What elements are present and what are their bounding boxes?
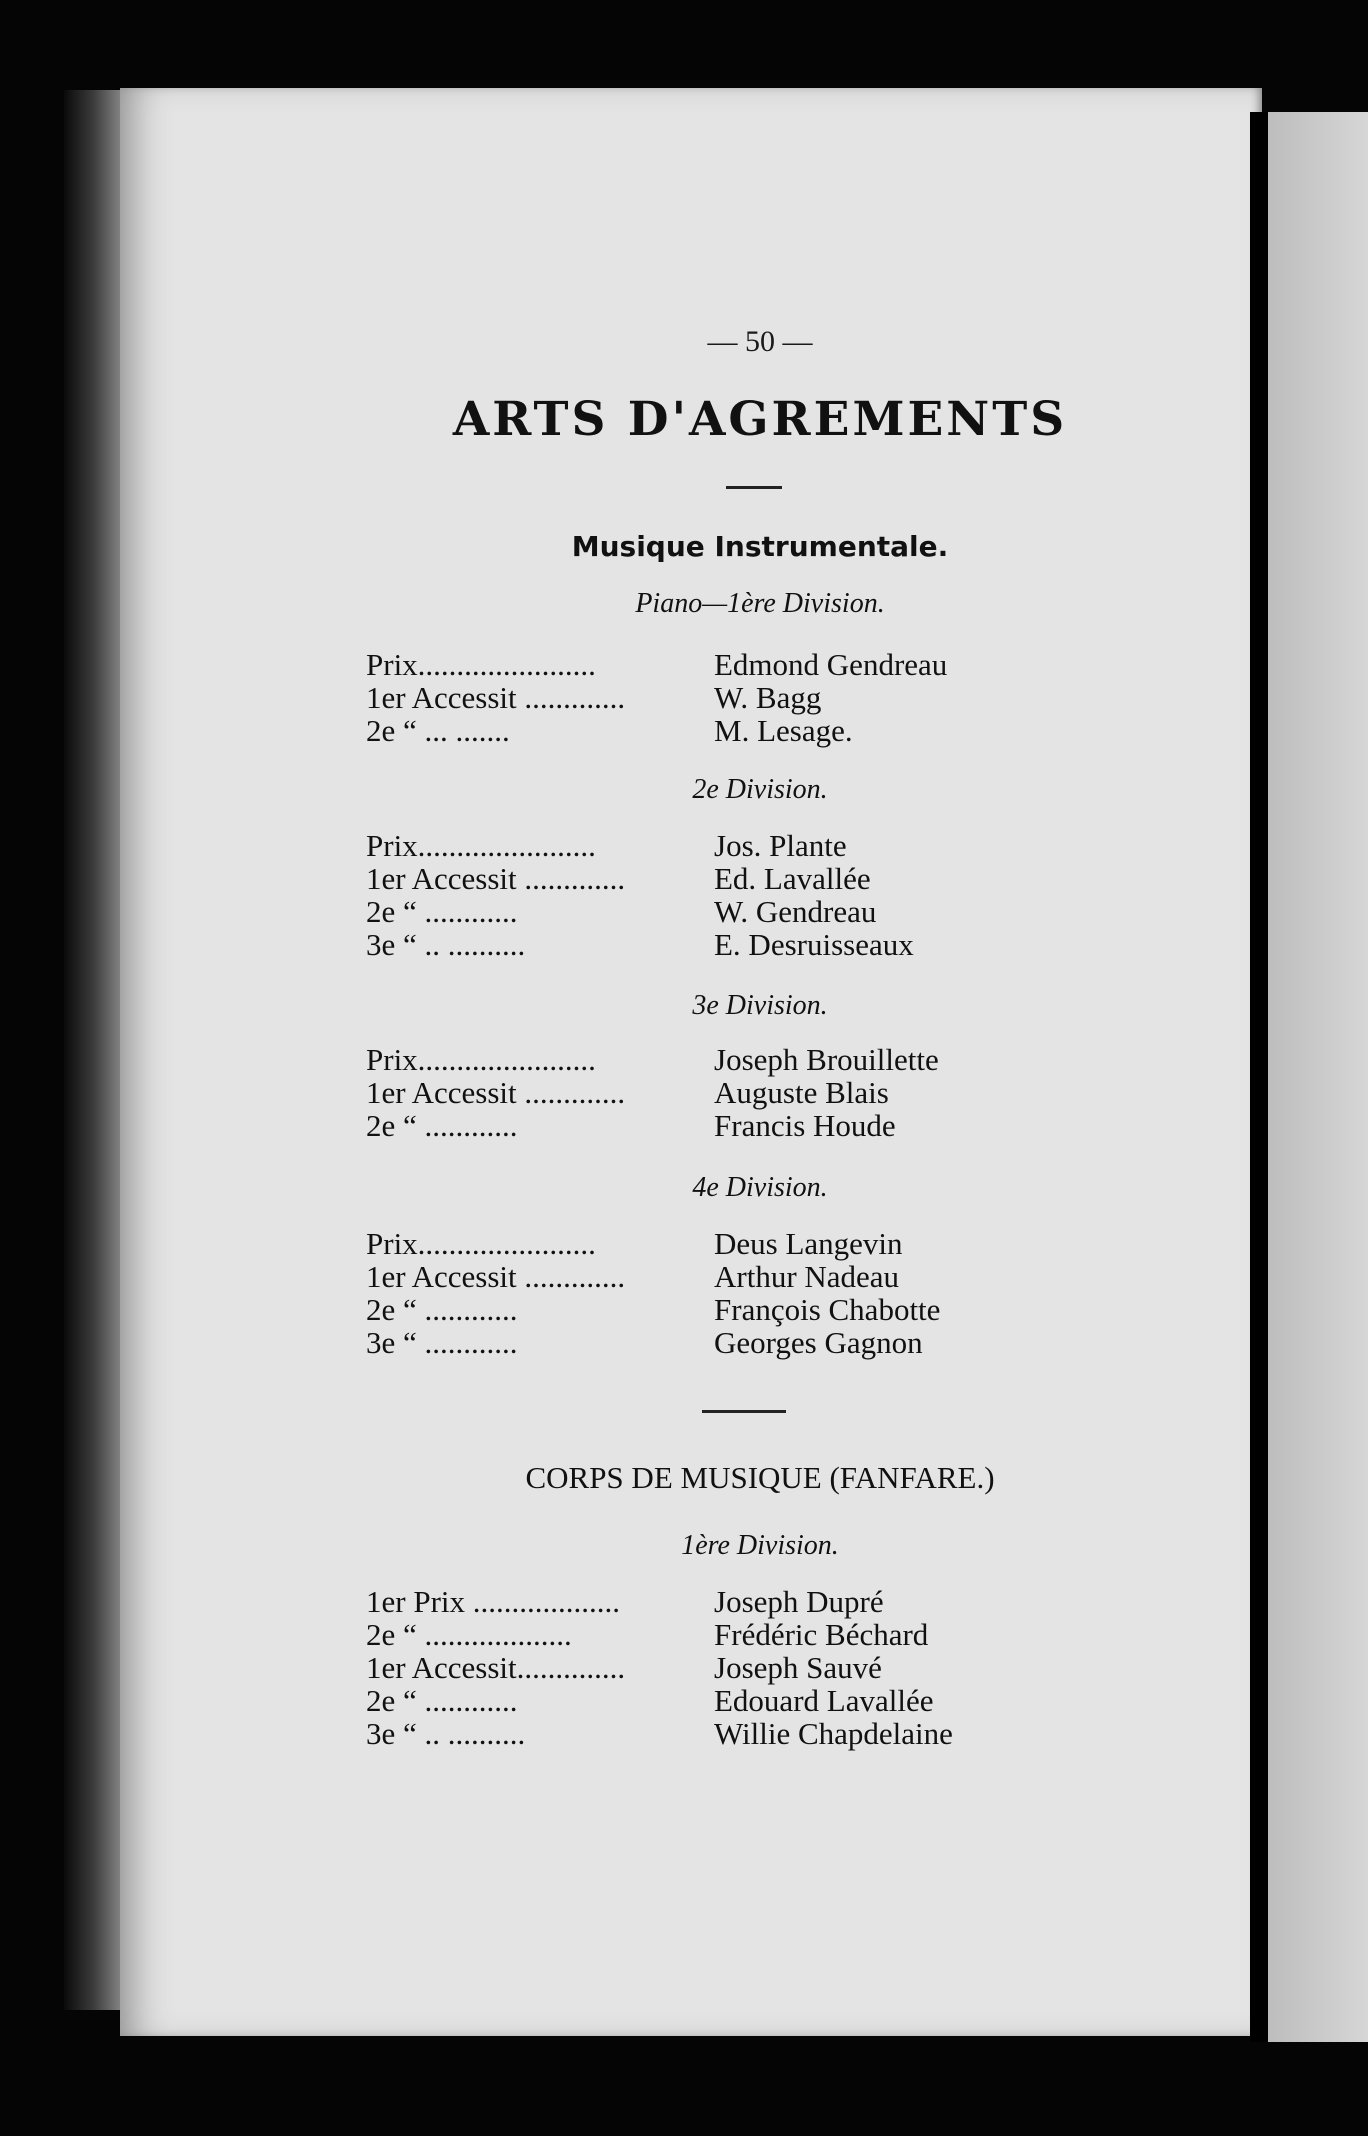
division-heading: 1ère Division. — [681, 1530, 839, 1561]
award-label: 2e “ ............ — [366, 1683, 518, 1717]
award-label: 1er Accessit.............. — [366, 1650, 626, 1684]
page-number: — 50 — — [707, 325, 813, 358]
award-name: Arthur Nadeau — [714, 1259, 900, 1294]
award-label: 1er Prix ................... — [366, 1584, 621, 1618]
award-name: Ed. Lavallée — [714, 861, 871, 896]
award-row — [366, 927, 1106, 961]
award-row — [366, 713, 1106, 747]
award-label: 2e “ ............ — [366, 1292, 518, 1326]
award-label: Prix....................... — [366, 828, 596, 862]
award-label: 2e “ ............ — [366, 1108, 518, 1142]
award-name: Georges Gagnon — [714, 1325, 923, 1360]
award-row — [366, 647, 1106, 681]
award-name: W. Gendreau — [714, 894, 877, 929]
award-label: Prix....................... — [366, 1226, 596, 1260]
award-name: Joseph Dupré — [714, 1584, 884, 1619]
award-label: 3e “ .. .......... — [366, 927, 526, 961]
award-row — [366, 1325, 1106, 1359]
award-label: 2e “ ... ....... — [366, 713, 510, 747]
award-row — [366, 828, 1106, 862]
award-row — [366, 1683, 1106, 1717]
award-label: Prix....................... — [366, 1042, 596, 1076]
division-heading: 3e Division. — [692, 990, 828, 1021]
division-heading: 2e Division. — [692, 774, 828, 805]
award-name: E. Desruisseaux — [714, 927, 914, 962]
award-label: 1er Accessit ............. — [366, 680, 626, 714]
award-name: Francis Houde — [714, 1108, 896, 1143]
title-rule — [726, 486, 782, 489]
award-row — [366, 1584, 1106, 1618]
award-name: Willie Chapdelaine — [714, 1716, 953, 1751]
award-row — [366, 1650, 1106, 1684]
award-row — [366, 680, 1106, 714]
award-label: 1er Accessit ............. — [366, 1259, 626, 1293]
section-rule — [702, 1410, 786, 1413]
fanfare-title: CORPS DE MUSIQUE (FANFARE.) — [525, 1460, 995, 1495]
award-name: W. Bagg — [714, 680, 822, 715]
award-name: Jos. Plante — [714, 828, 847, 863]
award-row — [366, 1259, 1106, 1293]
award-name: M. Lesage. — [714, 713, 853, 748]
award-label: 2e “ ................... — [366, 1617, 572, 1651]
award-row — [366, 1226, 1106, 1260]
award-name: François Chabotte — [714, 1292, 941, 1327]
award-label: 3e “ ............ — [366, 1325, 518, 1359]
award-row — [366, 1108, 1106, 1142]
award-label: 1er Accessit ............. — [366, 1075, 626, 1109]
award-name: Frédéric Béchard — [714, 1617, 929, 1652]
award-label: 3e “ .. .......... — [366, 1716, 526, 1750]
award-name: Joseph Sauvé — [714, 1650, 882, 1685]
award-row — [366, 1292, 1106, 1326]
award-name: Deus Langevin — [714, 1226, 903, 1261]
award-name: Edmond Gendreau — [714, 647, 948, 682]
award-label: Prix....................... — [366, 647, 596, 681]
page-title: ARTS D'AGREMENTS — [452, 392, 1068, 447]
award-label: 2e “ ............ — [366, 894, 518, 928]
award-name: Joseph Brouillette — [714, 1042, 939, 1077]
award-row — [366, 894, 1106, 928]
division-heading: 4e Division. — [692, 1172, 828, 1203]
award-row — [366, 1075, 1106, 1109]
award-row — [366, 861, 1106, 895]
division-heading: Piano—1ère Division. — [635, 588, 885, 619]
award-row — [366, 1617, 1106, 1651]
award-row — [366, 1716, 1106, 1750]
section-title: Musique Instrumentale. — [571, 530, 949, 563]
award-name: Edouard Lavallée — [714, 1683, 934, 1718]
award-row — [366, 1042, 1106, 1076]
award-name: Auguste Blais — [714, 1075, 889, 1110]
award-label: 1er Accessit ............. — [366, 861, 626, 895]
